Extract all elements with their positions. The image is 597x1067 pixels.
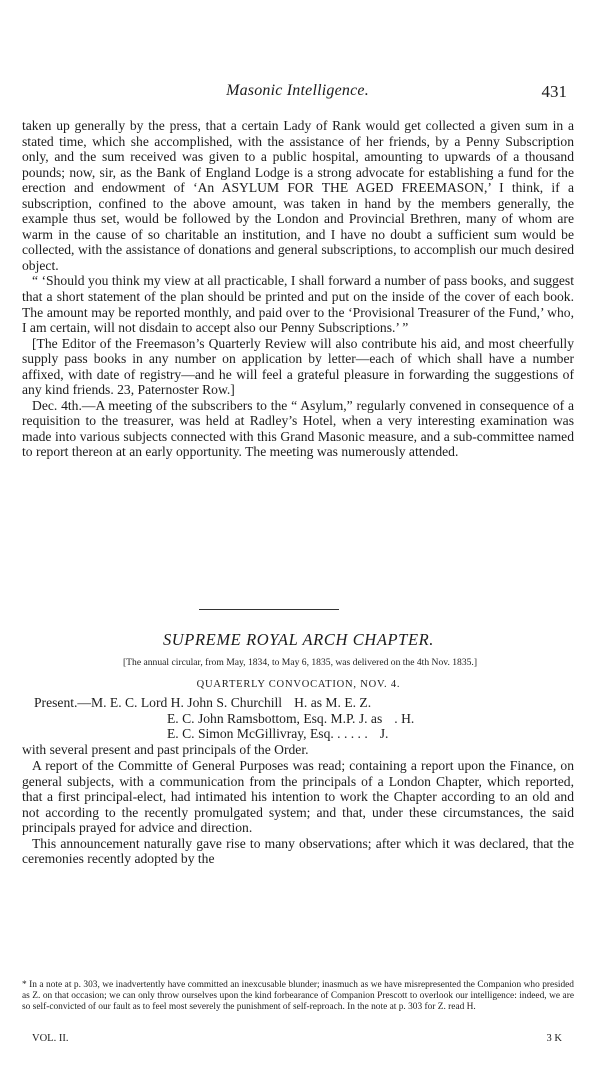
present-name: E. C. Simon McGillivray, Esq. . . . . .	[167, 726, 368, 742]
present-role: . H.	[394, 710, 415, 726]
paragraph: taken up generally by the press, that a certain Lady of Rank would get collected a given sum in a stated time, which she accomplished, with the assistance of her friends, by a Penny Subscription only, and the sum received was given to a public hospital, amounting to upwards of a thousand pounds; now, sir, as the Bank of England Lodge is a strong advocate for establishing a fund for the erection and endowment of ‘An ASYLUM FOR THE AGED FREEMASON,’ I think, if a subscription, confined to the above amount, was taken in hand by the members generally, the example thus set, would be followed by the London and Provincial Brethren, many of whom are warm in the cause of so charitable an institution, and I have no doubt a sufficient sum would be collected, with the assistance of donations and general subscriptions, to accomplish our much desired object.	[22, 118, 574, 273]
convocation-heading: QUARTERLY CONVOCATION, NOV. 4.	[196, 679, 401, 690]
circular-note: [The annual circular, from May, 1834, to May 6, 1835, was delivered on the 4th Nov. 1835.]	[122, 657, 478, 668]
paragraph: [The Editor of the Freemason’s Quarterly Review will also contribute his aid, and most cheerfully supply pass books in any number on application by letter—each of which shall have a number affixed, with date of registry—and he will feel a grateful pleasure in forwarding the suggestions of any kind friends. 23, Paternoster Row.]	[22, 335, 574, 398]
present-name: E. C. John Ramsbottom, Esq. M.P. J. as	[167, 710, 383, 726]
section-body	[22, 758, 574, 867]
footnote: * In a note at p. 303, we inadvertently have committed an inexcusable blunder; inasmuch as we have misrepresented the Companion who presided as Z. on that occasion; we can only throw ourselves upon the kind forbearance of Companion Prescott to overlook our intelligence: indeed, we are so self-convicted of our fault as to feel most severely the punishment of self-reproach. In the note at p. 303 for Z. read H.	[22, 980, 574, 1013]
signature-mark: 3 K	[546, 1033, 562, 1044]
article-body	[22, 118, 574, 460]
present-row	[22, 726, 574, 742]
present-name: Present.—M. E. C. Lord H. John S. Churchill	[34, 695, 283, 710]
present-row	[22, 711, 574, 727]
present-list	[22, 695, 574, 757]
paragraph: “ ‘Should you think my view at all practicable, I shall forward a number of pass books, and suggest that a short statement of the plan should be printed and put on the inside of the cover of each book. The amount may be reported monthly, and paid over to the ‘Provisional Treasurer of the Fund,’ who, I am certain, will not disdain to accept also our Penny Subscriptions.’ ”	[22, 273, 574, 336]
section-title: SUPREME ROYAL ARCH CHAPTER.	[162, 630, 435, 649]
page-number: 431	[541, 82, 567, 101]
present-row	[22, 695, 574, 711]
volume-label: VOL. II.	[32, 1033, 69, 1044]
running-title: Masonic Intelligence.	[226, 82, 369, 99]
paragraph: A report of the Committe of General Purposes was read; containing a report upon the Finance, on general subjects, with a communication from the principals of a London Chapter, which reported, that a first principal-elect, had intimated his intention to work the Chapter according to an old and not according to the recently promulgated system; and that, under these circumstances, the said principals prayed for advice and direction.	[22, 758, 574, 836]
paragraph: This announcement naturally gave rise to many observations; after which it was declared, that the ceremonies recently adopted by the	[22, 835, 574, 867]
present-role: J.	[379, 726, 389, 742]
present-after: with several present and past principals of the Order.	[22, 741, 309, 757]
present-role: H. as M. E. Z.	[294, 695, 372, 710]
section-divider	[199, 609, 339, 610]
page-header	[20, 82, 575, 104]
paragraph: Dec. 4th.—A meeting of the subscribers to the “ Asylum,” regularly convened in consequence of a requisition to the treasurer, was held at Radley’s Hotel, when a very interesting examination was made into various subjects connected with this Grand Masonic measure, and a sub-committee named to report thereon at an early opportunity. The meeting was numerously attended.	[22, 397, 574, 460]
